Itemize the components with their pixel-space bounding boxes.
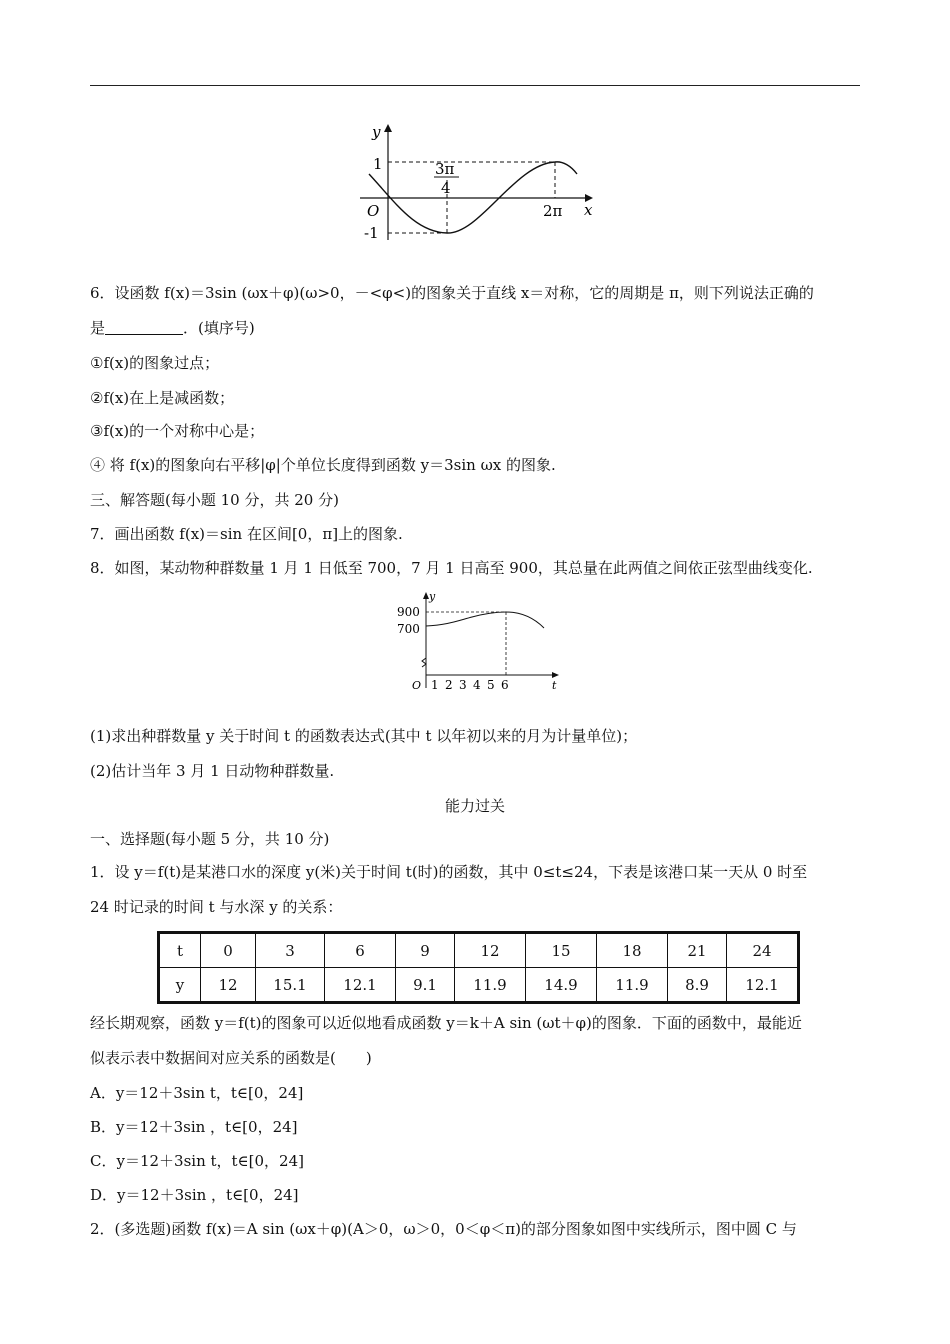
x-tick-5: 5 xyxy=(487,678,495,692)
q8-text: 8．如图，某动物种群数量 1 月 1 日低至 700，7 月 1 日高至 900，其总量在此两值之间依正弦型曲线变化. xyxy=(90,559,813,577)
q7-text: 7．画出函数 f(x)＝sin 在区间[0，π]上的图象. xyxy=(90,525,403,543)
p1-option-c: C．y＝12＋3sin t，t∈[0，24] xyxy=(90,1152,304,1170)
x-tick-1: 1 xyxy=(431,678,439,692)
p1-line2: 24 时记录的时间 t 与水深 y 的关系： xyxy=(90,898,343,916)
section3-heading: 三、解答题(每小题 10 分，共 20 分) xyxy=(90,491,339,509)
y-tick-neg-one: -1 xyxy=(364,224,379,242)
y-axis-arrow xyxy=(384,124,392,132)
p2-line1: 2．(多选题)函数 f(x)＝A sin (ωx＋φ)(A＞0，ω＞0，0＜φ＜π)的部分图象如图中实线所示，图中圆 C 与 xyxy=(90,1220,797,1238)
q6-option-1: ①f(x)的图象过点； xyxy=(90,354,220,372)
q6-option-2: ②f(x)在上是减函数； xyxy=(90,389,235,407)
table-cell: 9 xyxy=(396,933,455,968)
population-graph-figure xyxy=(392,588,572,698)
y-label-900: 900 xyxy=(397,605,420,619)
table-header-y: y xyxy=(159,968,201,1003)
section-title: 能力过关 xyxy=(444,797,505,815)
p1-option-d: D．y＝12＋3sin ，t∈[0，24] xyxy=(90,1186,299,1204)
table-cell: 15 xyxy=(526,933,597,968)
answer-blank xyxy=(105,320,183,335)
q6-option-4: ④ 将 f(x)的图象向右平移|φ|个单位长度得到函数 y＝3sin ωx 的图象. xyxy=(90,456,556,474)
table-cell: 9.1 xyxy=(396,968,455,1003)
sine-graph-figure xyxy=(355,120,600,245)
p1-option-a: A．y＝12＋3sin t，t∈[0，24] xyxy=(90,1084,304,1102)
table-cell: 12.1 xyxy=(325,968,396,1003)
two-pi-label: 2π xyxy=(543,202,563,220)
origin-label: O xyxy=(412,679,422,692)
table-cell: 0 xyxy=(201,933,256,968)
q6-option-3: ③f(x)的一个对称中心是； xyxy=(90,422,265,440)
table-cell: 8.9 xyxy=(668,968,727,1003)
y-axis-label: y xyxy=(429,590,436,603)
p1-after2: 似表示表中数据间对应关系的函数是( ) xyxy=(90,1049,372,1067)
x-tick-3: 3 xyxy=(459,678,467,692)
table-cell: 12 xyxy=(201,968,256,1003)
p1-option-b: B．y＝12＋3sin ，t∈[0，24] xyxy=(90,1118,298,1136)
y-tick-one: 1 xyxy=(373,155,383,173)
y-axis-label: y xyxy=(372,123,381,141)
x-axis-arrow xyxy=(552,672,559,678)
table-cell: 18 xyxy=(597,933,668,968)
table-cell: 21 xyxy=(668,933,727,968)
table-cell: 12 xyxy=(455,933,526,968)
table-row xyxy=(159,933,799,968)
q6-line1: 6．设函数 f(x)＝3sin (ωx＋φ)(ω>0，－<φ<)的图象关于直线 x＝对称，它的周期是 π，则下列说法正确的 xyxy=(90,284,814,302)
p1-after1: 经长期观察，函数 y＝f(t)的图象可以近似地看成函数 y＝k＋A sin (ωt＋φ)的图象．下面的函数中，最能近 xyxy=(90,1014,802,1032)
table-cell: 12.1 xyxy=(727,968,799,1003)
x-axis-label: t xyxy=(552,679,557,692)
q6-line2-pre: 是 xyxy=(90,319,106,337)
x-tick-2: 2 xyxy=(445,678,453,692)
q6-line2-post: ．(填序号) xyxy=(183,319,255,337)
q6-line2 xyxy=(90,318,255,338)
table-cell: 11.9 xyxy=(455,968,526,1003)
header-rule xyxy=(90,85,860,86)
q8-part2: (2)估计当年 3 月 1 日动物种群数量. xyxy=(90,762,335,780)
x-tick-6: 6 xyxy=(501,678,509,692)
section1-heading: 一、选择题(每小题 5 分，共 10 分) xyxy=(90,830,330,848)
origin-label: O xyxy=(367,202,380,220)
q8-part1: (1)求出种群数量 y 关于时间 t 的函数表达式(其中 t 以年初以来的月为计量单位)； xyxy=(90,727,638,745)
axis-break xyxy=(422,658,426,667)
x-tick-labels xyxy=(431,678,509,692)
table-cell: 11.9 xyxy=(597,968,668,1003)
y-label-700: 700 xyxy=(397,622,420,636)
table-header-t: t xyxy=(159,933,201,968)
depth-table xyxy=(157,931,800,1004)
p1-line1: 1．设 y＝f(t)是某港口水的深度 y(米)关于时间 t(时)的函数，其中 0≤t≤24，下表是该港口某一天从 0 时至 xyxy=(90,863,808,881)
table-cell: 15.1 xyxy=(256,968,325,1003)
table-cell: 24 xyxy=(727,933,799,968)
table-cell: 6 xyxy=(325,933,396,968)
table-cell: 3 xyxy=(256,933,325,968)
table-cell: 14.9 xyxy=(526,968,597,1003)
population-curve xyxy=(426,612,544,628)
x-axis-label: x xyxy=(584,201,593,219)
table-row xyxy=(159,968,799,1003)
frac-numerator: 3π xyxy=(435,160,455,178)
x-tick-4: 4 xyxy=(473,678,481,692)
frac-denominator: 4 xyxy=(441,179,451,197)
